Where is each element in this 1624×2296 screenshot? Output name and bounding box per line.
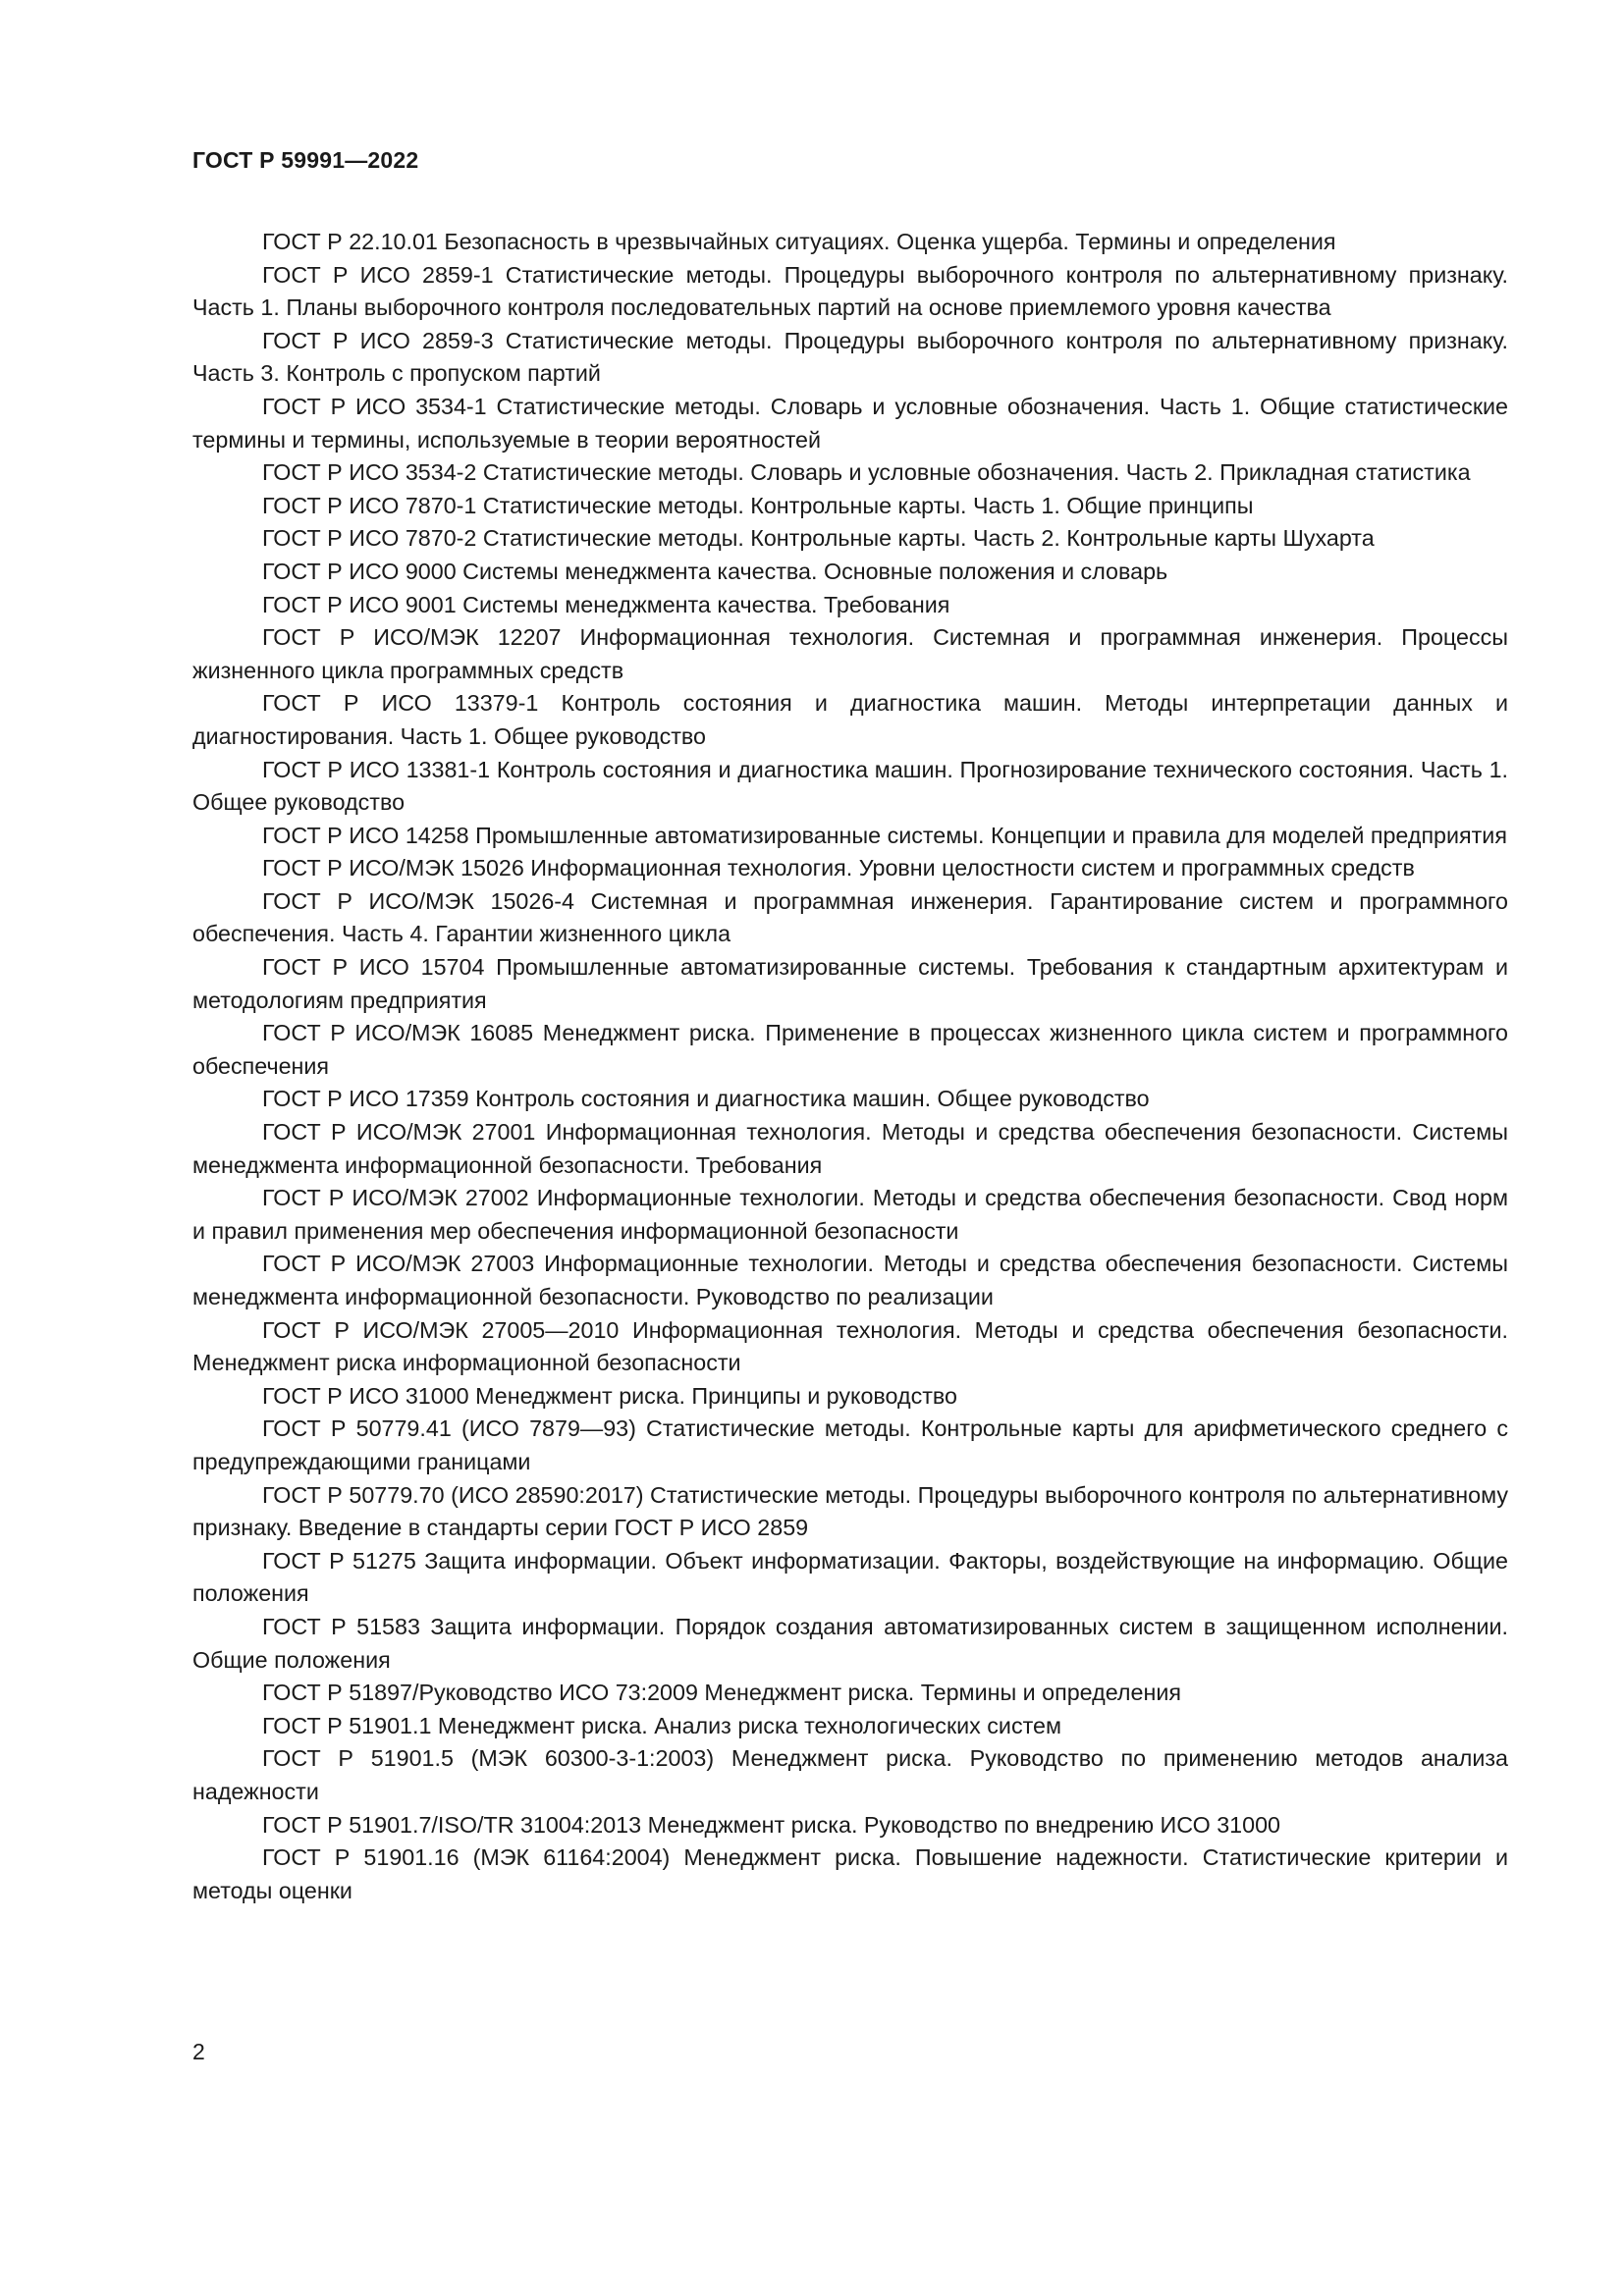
reference-item: ГОСТ Р ИСО 2859-1 Статистические методы. Процедуры выборочного контроля по альтернативному признаку. Часть 1. Планы выборочного контроля последовательных партий на основе приемлемого уровня качества (192, 261, 1508, 321)
reference-item: ГОСТ Р ИСО 7870-1 Статистические методы. Контрольные карты. Часть 1. Общие принципы (262, 492, 1254, 518)
reference-item: ГОСТ Р ИСО 2859-3 Статистические методы. Процедуры выборочного контроля по альтернативному признаку. Часть 3. Контроль с пропуском партий (192, 327, 1508, 387)
reference-item: ГОСТ Р 51901.16 (МЭК 61164:2004) Менеджмент риска. Повышение надежности. Статистические критерии и методы оценки (192, 1844, 1508, 1903)
reference-item: ГОСТ Р ИСО 13381-1 Контроль состояния и диагностика машин. Прогнозирование технического состояния. Часть 1. Общее руководство (192, 756, 1508, 816)
reference-item: ГОСТ Р ИСО/МЭК 27002 Информационные технологии. Методы и средства обеспечения безопасности. Свод норм и правил применения мер обеспечения информационной безопасности (192, 1185, 1508, 1244)
reference-item: ГОСТ Р 51901.1 Менеджмент риска. Анализ риска технологических систем (262, 1712, 1061, 1738)
reference-item: ГОСТ Р ИСО 15704 Промышленные автоматизированные системы. Требования к стандартным архитектурам и методологиям предприятия (192, 954, 1508, 1013)
reference-item: ГОСТ Р ИСО/МЭК 16085 Менеджмент риска. Применение в процессах жизненного цикла систем и программного обеспечения (192, 1020, 1508, 1079)
reference-item: ГОСТ Р ИСО 3534-1 Статистические методы. Словарь и условные обозначения. Часть 1. Общие статистические термины и термины, используемые в теории вероятностей (192, 393, 1508, 453)
reference-item: ГОСТ Р 51901.7/ISO/TR 31004:2013 Менеджмент риска. Руководство по внедрению ИСО 31000 (262, 1811, 1280, 1838)
reference-item: ГОСТ Р ИСО 17359 Контроль состояния и диагностика машин. Общее руководство (262, 1086, 1150, 1112)
document-header-title: ГОСТ Р 59991—2022 (192, 147, 419, 173)
page-number: 2 (192, 2039, 205, 2064)
reference-item: ГОСТ Р ИСО 9000 Системы менеджмента качества. Основные положения и словарь (262, 558, 1168, 584)
reference-item: ГОСТ Р ИСО/МЭК 27003 Информационные технологии. Методы и средства обеспечения безопасности. Системы менеджмента информационной безопасности. Руководство по реализации (192, 1251, 1508, 1309)
reference-item: ГОСТ Р 50779.41 (ИСО 7879—93) Статистические методы. Контрольные карты для арифметического среднего с предупреждающими границами (192, 1415, 1508, 1474)
reference-item: ГОСТ Р 50779.70 (ИСО 28590:2017) Статистические методы. Процедуры выборочного контроля по альтернативному признаку. Введение в стандарты серии ГОСТ Р ИСО 2859 (192, 1481, 1508, 1541)
reference-item: ГОСТ Р 51897/Руководство ИСО 73:2009 Менеджмент риска. Термины и определения (262, 1680, 1181, 1706)
reference-item: ГОСТ Р ИСО 7870-2 Статистические методы. Контрольные карты. Часть 2. Контрольные карты Шухарта (262, 525, 1375, 552)
reference-item: ГОСТ Р ИСО 13379-1 Контроль состояния и диагностика машин. Методы интерпретации данных и диагностирования. Часть 1. Общее руководство (192, 690, 1508, 749)
reference-item: ГОСТ Р ИСО 14258 Промышленные автоматизированные системы. Концепции и правила для моделей предприятия (262, 822, 1507, 848)
reference-item: ГОСТ Р ИСО/МЭК 15026-4 Системная и программная инженерия. Гарантирование систем и программного обеспечения. Часть 4. Гарантии жизненного цикла (192, 887, 1508, 947)
reference-item: ГОСТ Р ИСО/МЭК 12207 Информационная технология. Системная и программная инженерия. Процессы жизненного цикла программных средств (192, 624, 1508, 683)
reference-item: ГОСТ Р 51583 Защита информации. Порядок создания автоматизированных систем в защищенном исполнении. Общие положения (192, 1613, 1508, 1673)
reference-item: ГОСТ Р ИСО/МЭК 15026 Информационная технология. Уровни целостности систем и программных средств (262, 855, 1415, 881)
reference-item: ГОСТ Р ИСО/МЭК 27005—2010 Информационная технология. Методы и средства обеспечения безопасности. Менеджмент риска информационной безопасности (192, 1316, 1508, 1376)
reference-item: ГОСТ Р ИСО 9001 Системы менеджмента качества. Требования (262, 591, 950, 617)
reference-item: ГОСТ Р ИСО 3534-2 Статистические методы. Словарь и условные обозначения. Часть 2. Прикладная статистика (262, 459, 1471, 486)
reference-item: ГОСТ Р 51275 Защита информации. Объект информатизации. Факторы, воздействующие на информацию. Общие положения (192, 1547, 1508, 1607)
normative-references-list (192, 226, 1508, 1907)
reference-item: ГОСТ Р ИСО 31000 Менеджмент риска. Принципы и руководство (262, 1382, 957, 1409)
reference-item: ГОСТ Р ИСО/МЭК 27001 Информационная технология. Методы и средства обеспечения безопасности. Системы менеджмента информационной безопасности. Требования (192, 1119, 1508, 1178)
reference-item: ГОСТ Р 51901.5 (МЭК 60300-3-1:2003) Менеджмент риска. Руководство по применению методов анализа надежности (192, 1745, 1508, 1804)
reference-item: ГОСТ Р 22.10.01 Безопасность в чрезвычайных ситуациях. Оценка ущерба. Термины и определения (262, 229, 1336, 254)
